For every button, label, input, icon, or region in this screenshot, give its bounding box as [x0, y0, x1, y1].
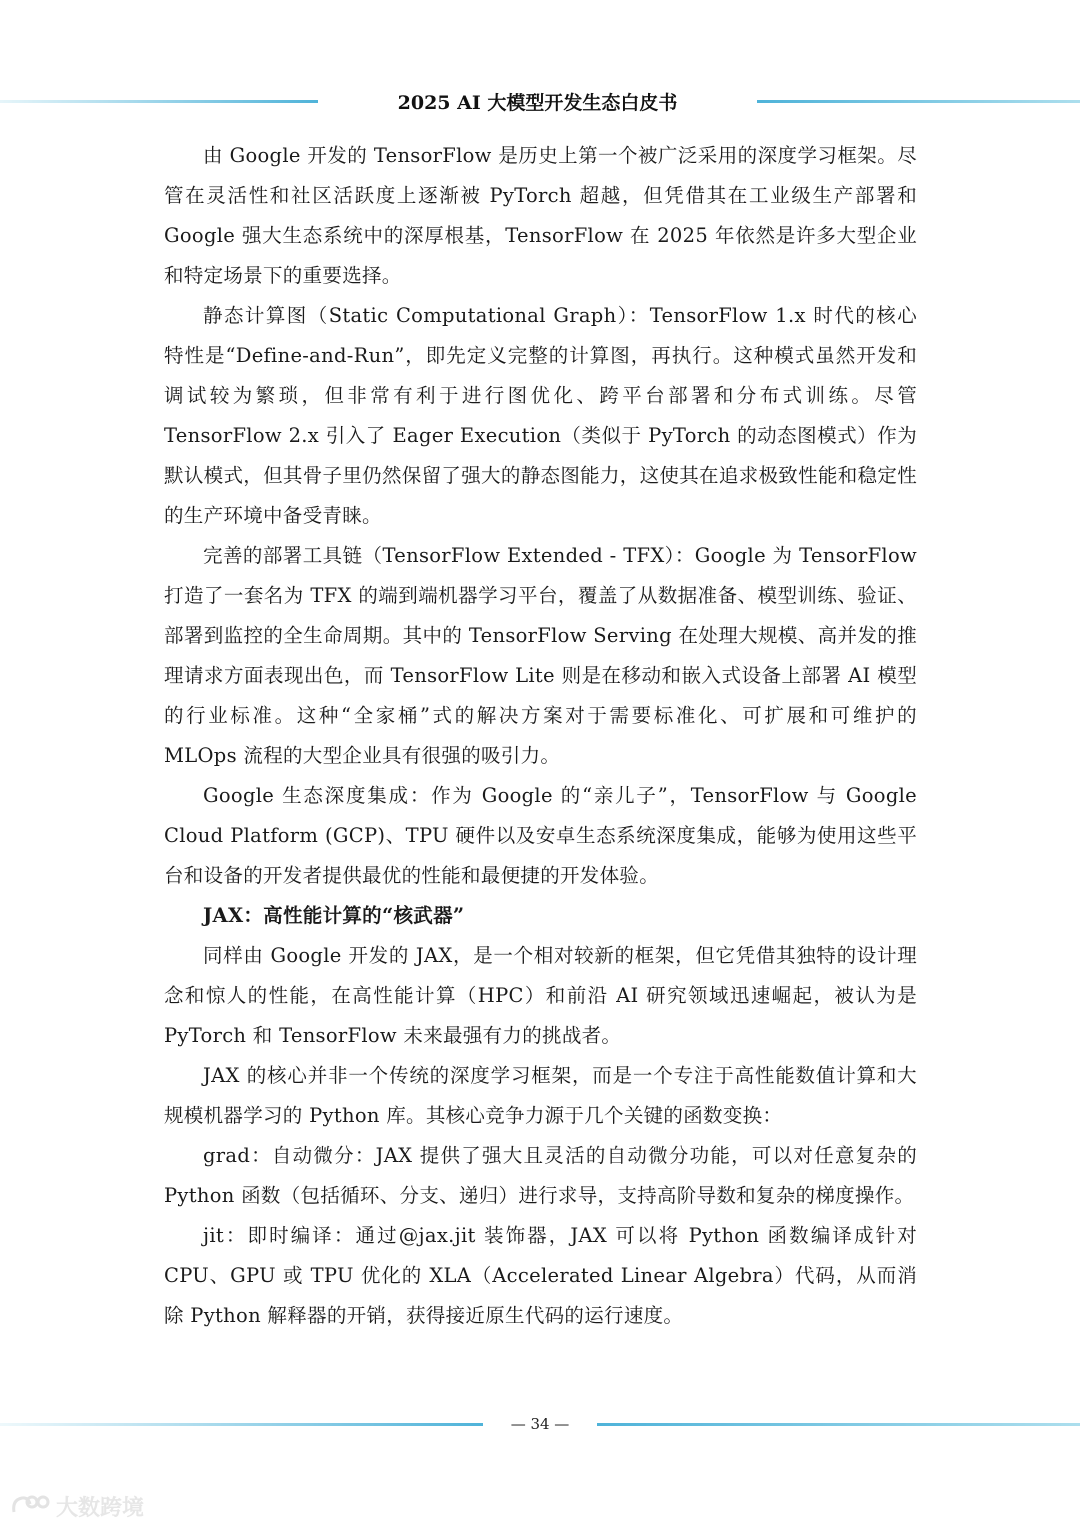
paragraph-tfx: 完善的部署工具链（TensorFlow Extended - TFX）：Google 为 TensorFlow 打造了一套名为 TFX 的端到端机器学习平台，覆盖了从数据准备、模型训练、验证、部署到监控的全生命周期。其中的 TensorFlow Serving 在处理大规模、高并发的推理请求方面表现出色，而 TensorFlow Lite 则是在移动和嵌入式设备上部署 AI 模型的行业标准。这种“全家桶”式的解决方案对于需要标准化、可扩展和可维护的 MLOps 流程的大型企业具有很强的吸引力。 — [164, 544, 917, 767]
watermark — [10, 1488, 144, 1524]
page-footer — [0, 1410, 1080, 1440]
footer-rule-left — [0, 1423, 483, 1426]
paragraph-jax-jit: jit：即时编译：通过@jax.jit 装饰器，JAX 可以将 Python 函数编译成针对 CPU、GPU 或 TPU 优化的 XLA（Accelerated Linear Algebra）代码，从而消除 Python 解释器的开销，获得接近原生代码的运行速度。 — [164, 1224, 917, 1327]
watermark-logo-icon — [10, 1492, 50, 1520]
paragraph-jax-grad: grad：自动微分：JAX 提供了强大且灵活的自动微分功能，可以对任意复杂的 Python 函数（包括循环、分支、递归）进行求导，支持高阶导数和复杂的梯度操作。 — [164, 1144, 917, 1207]
paragraph-google-ecosystem: Google 生态深度集成：作为 Google 的“亲儿子”，TensorFlow 与 Google Cloud Platform (GCP)、TPU 硬件以及安卓生态系统深度集成，能够为使用这些平台和设备的开发者提供最优的性能和最便捷的开发体验。 — [164, 784, 917, 887]
paragraph-jax-intro: 同样由 Google 开发的 JAX，是一个相对较新的框架，但它凭借其独特的设计理念和惊人的性能，在高性能计算（HPC）和前沿 AI 研究领域迅速崛起，被认为是 PyTorch 和 TensorFlow 未来最强有力的挑战者。 — [164, 944, 917, 1047]
page-header — [0, 88, 1080, 118]
header-title: 2025 AI 大模型开发生态白皮书 — [397, 92, 678, 114]
header-rule-right — [757, 100, 1080, 103]
paragraph-tensorflow-intro: 由 Google 开发的 TensorFlow 是历史上第一个被广泛采用的深度学习框架。尽管在灵活性和社区活跃度上逐渐被 PyTorch 超越，但凭借其在工业级生产部署和 Google 强大生态系统中的深厚根基，TensorFlow 在 2025 年依然是许多大型企业和特定场景下的重要选择。 — [164, 144, 917, 287]
header-rule-left — [0, 100, 318, 103]
footer-rule-right — [597, 1423, 1080, 1426]
paragraph-jax-core: JAX 的核心并非一个传统的深度学习框架，而是一个专注于高性能数值计算和大规模机器学习的 Python 库。其核心竞争力源于几个关键的函数变换： — [164, 1064, 917, 1127]
watermark-text: 大数跨境 — [56, 1495, 145, 1521]
paragraph-static-graph: 静态计算图（Static Computational Graph）：TensorFlow 1.x 时代的核心特性是“Define-and-Run”，即先定义完整的计算图，再执行。这种模式虽然开发和调试较为繁琐，但非常有利于进行图优化、跨平台部署和分布式训练。尽管 TensorFlow 2.x 引入了 Eager Execution（类似于 PyTorch 的动态图模式）作为默认模式，但其骨子里仍然保留了强大的静态图能力，这使其在追求极致性能和稳定性的生产环境中备受青睐。 — [164, 304, 917, 527]
section-heading-jax: JAX：高性能计算的“核武器” — [203, 904, 465, 927]
body-text — [164, 136, 917, 1336]
page-number: — 34 — — [510, 1415, 570, 1433]
